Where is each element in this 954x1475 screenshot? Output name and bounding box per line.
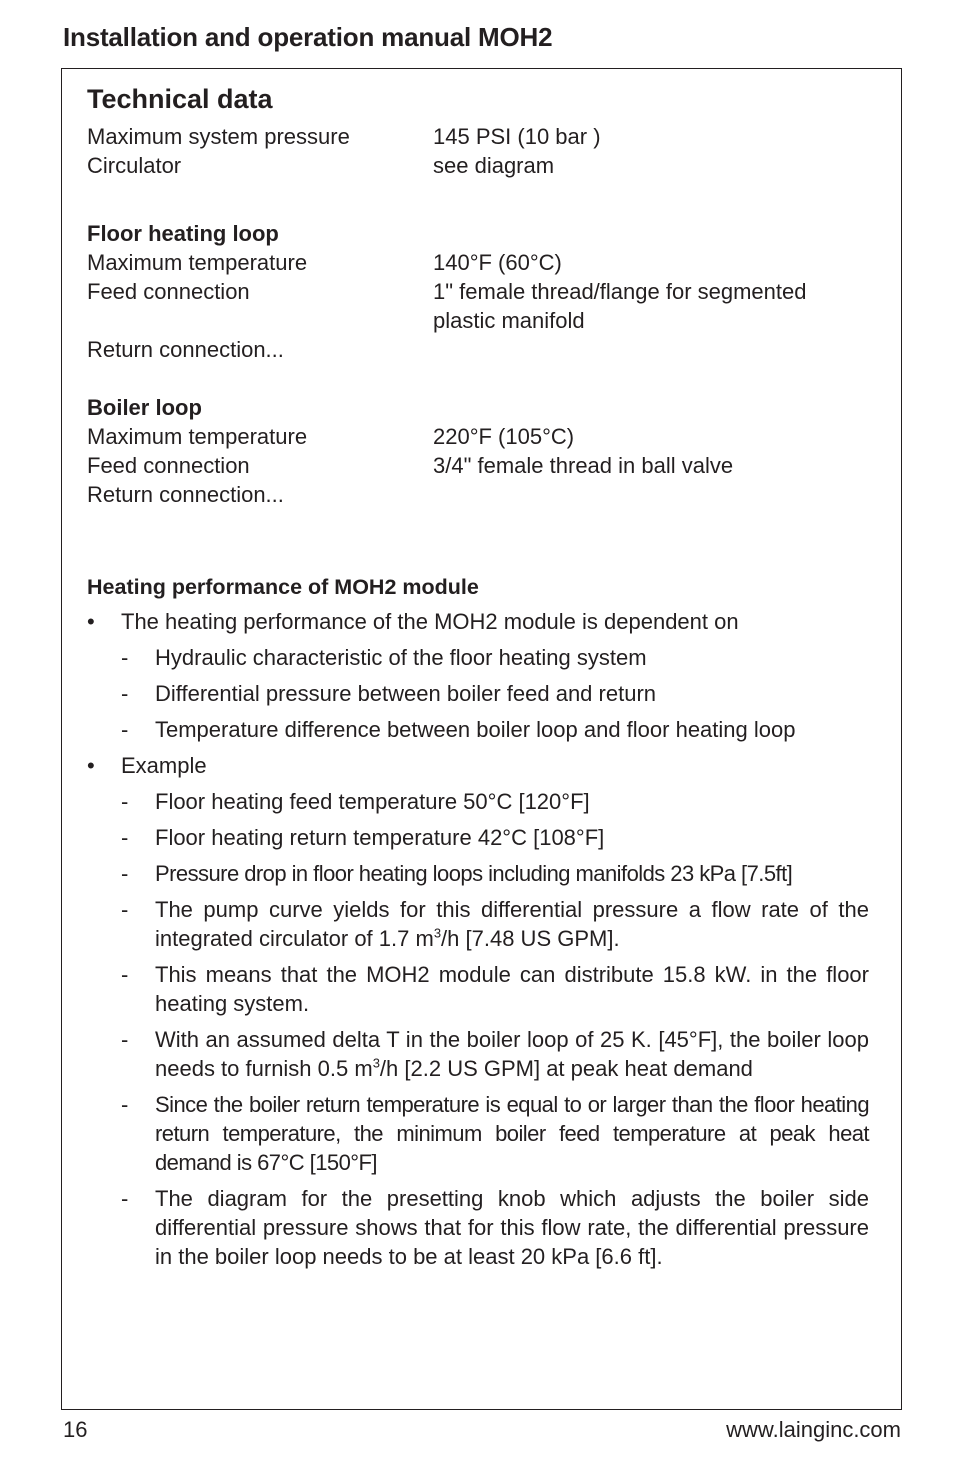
heating-performance-heading: Heating performance of MOH2 module — [87, 575, 479, 599]
sub-item — [121, 1090, 869, 1177]
bullet-mark: • — [87, 753, 95, 778]
sub-item — [121, 715, 869, 744]
spec-label: Feed connection — [87, 453, 250, 478]
boiler-loop-heading: Boiler loop — [87, 395, 202, 420]
sub-item — [121, 960, 869, 1018]
spec-label: Maximum temperature — [87, 424, 308, 449]
sub-item — [121, 1184, 869, 1271]
sub-item-text — [155, 1025, 869, 1083]
bullet-text: Example — [121, 753, 207, 778]
spec-label: Feed connection — [87, 279, 250, 304]
sub-item-text: Temperature difference between boiler loop and floor heating loop — [155, 717, 796, 742]
spec-label: Return connection... — [87, 482, 284, 507]
spec-row-circulator — [87, 151, 869, 180]
bullet-item — [87, 607, 869, 636]
spec-value: 3/4" female thread in ball valve — [433, 453, 734, 478]
sub-item — [121, 679, 869, 708]
sub-item-text-part: The pump curve yields for this differential pressure a flow rate of the integrated circulator of 1.7 m — [155, 897, 869, 951]
sub-item-text-part: /h [7.48 US GPM]. — [441, 926, 620, 951]
spec-row-boiler-feed-connection — [87, 451, 869, 480]
sub-item-text: Since the boiler return temperature is equal to or larger than the floor heating return temperature, the minimum boiler feed temperature at peak heat demand is 67°C [150°F] — [155, 1092, 869, 1175]
spec-label: Maximum temperature — [87, 250, 308, 275]
spec-label: Return connection... — [87, 337, 284, 362]
sub-item-text-part: /h [2.2 US GPM] at peak heat demand — [379, 1056, 753, 1081]
website-url: www.lainginc.com — [726, 1417, 901, 1442]
sub-item-text: Hydraulic characteristic of the floor heating system — [155, 645, 647, 670]
section-title: Technical data — [87, 84, 273, 114]
spec-value: 220°F (105°C) — [433, 424, 575, 449]
sub-item-text: Floor heating return temperature 42°C [108°F] — [155, 825, 605, 850]
bullet-text: The heating performance of the MOH2 module is dependent on — [121, 609, 739, 634]
sub-item-text — [155, 895, 869, 953]
spec-value: 1" female thread/flange for segmented plastic manifold — [433, 279, 807, 333]
spec-label: Maximum system pressure — [87, 124, 350, 149]
spec-value: 145 PSI (10 bar ) — [433, 124, 601, 149]
sub-item — [121, 643, 869, 672]
document-header-title: Installation and operation manual MOH2 — [63, 22, 553, 52]
dash-mark: - — [121, 645, 129, 670]
spec-row-floor-feed-connection — [87, 277, 869, 335]
sub-item — [121, 823, 869, 852]
sub-item — [121, 787, 869, 816]
floor-heating-loop-heading: Floor heating loop — [87, 221, 279, 246]
spec-label: Circulator — [87, 153, 182, 178]
spec-row-boiler-max-temperature — [87, 422, 869, 451]
sub-item-text: Floor heating feed temperature 50°C [120°F] — [155, 789, 590, 814]
spec-row-max-system-pressure — [87, 122, 869, 151]
bullet-item — [87, 751, 869, 780]
spec-value — [433, 480, 869, 509]
dash-mark: - — [121, 962, 129, 987]
dash-mark: - — [121, 825, 129, 850]
spec-row-floor-max-temperature — [87, 248, 869, 277]
spec-row-boiler-return-connection — [87, 480, 869, 509]
spec-row-floor-return-connection — [87, 335, 869, 364]
bullet-mark: • — [87, 609, 95, 634]
dash-mark: - — [121, 789, 129, 814]
dash-mark: - — [121, 1027, 129, 1052]
sub-item-text: This means that the MOH2 module can distribute 15.8 kW. in the floor heating system. — [155, 962, 869, 1016]
dash-mark: - — [121, 861, 129, 886]
superscript: 3 — [372, 1055, 380, 1071]
dash-mark: - — [121, 1092, 129, 1117]
sub-item — [121, 1025, 869, 1083]
sub-item-text-part: With an assumed delta T in the boiler loop of 25 K. [45°F], the boiler loop needs to furnish 0.5 m — [155, 1027, 869, 1081]
superscript: 3 — [433, 925, 442, 941]
dash-mark: - — [121, 681, 129, 706]
spec-value — [433, 335, 869, 364]
spec-value: 140°F (60°C) — [433, 250, 562, 275]
page-number: 16 — [63, 1417, 88, 1442]
sub-item — [121, 895, 869, 953]
sub-item — [121, 859, 869, 888]
sub-item-text: Differential pressure between boiler feed and return — [155, 681, 657, 706]
spec-value: see diagram — [433, 153, 555, 178]
technical-data-section — [87, 82, 869, 1278]
sub-item-text: Pressure drop in floor heating loops including manifolds 23 kPa [7.5ft] — [155, 861, 793, 886]
dash-mark: - — [121, 717, 129, 742]
dash-mark: - — [121, 1186, 129, 1211]
dash-mark: - — [121, 897, 129, 922]
sub-item-text: The diagram for the presetting knob which adjusts the boiler side differential pressure shows that for this flow rate, the differential pressure in the boiler loop needs to be at least 20 kPa [6.6 ft]. — [155, 1186, 869, 1269]
